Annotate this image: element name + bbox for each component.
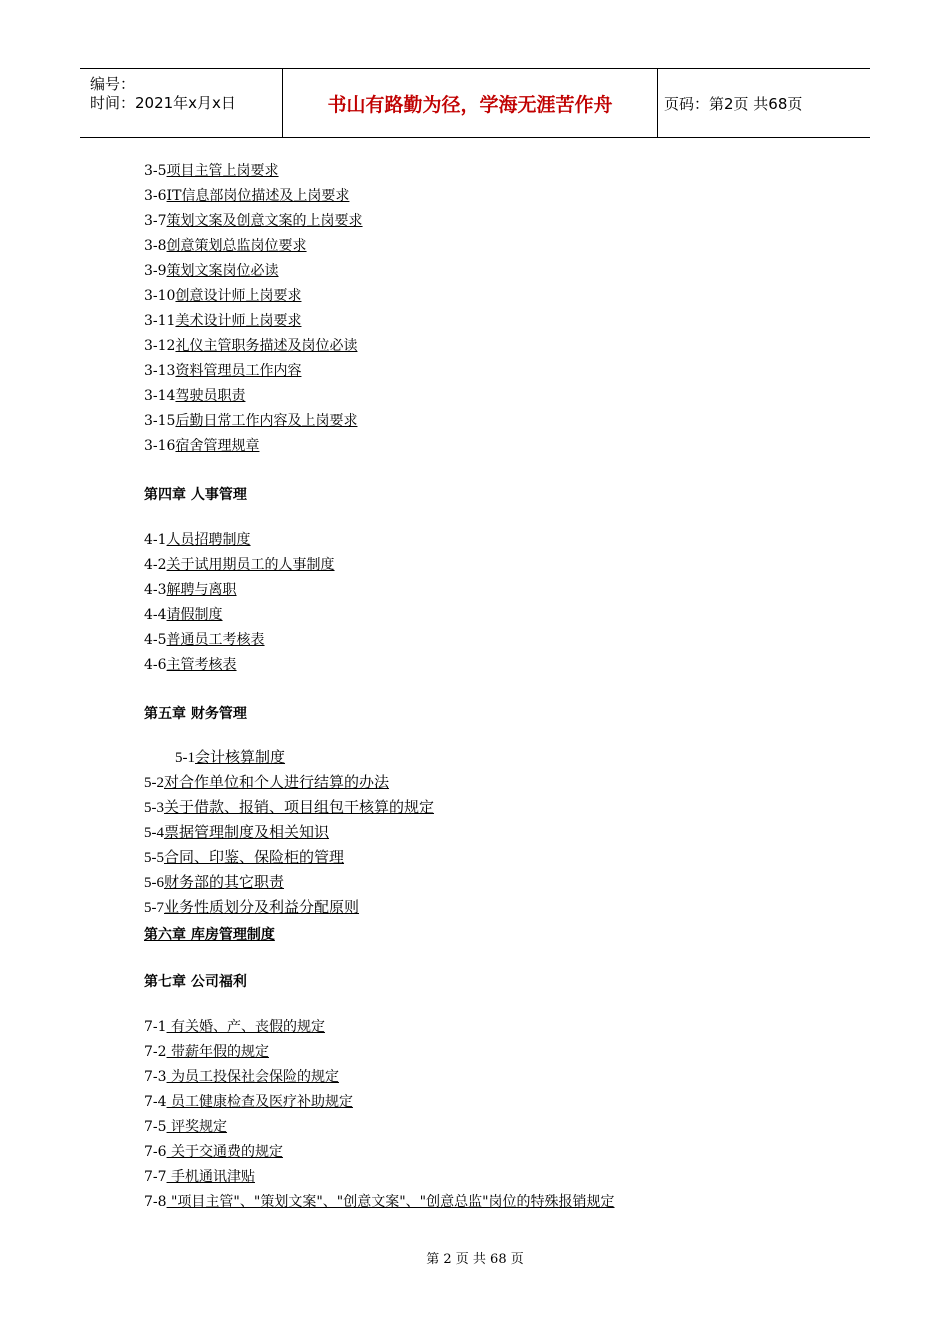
toc-item[interactable] (144, 655, 237, 675)
toc-item-link[interactable]: 普通员工考核表 (166, 632, 265, 648)
toc-item-link[interactable]: 请假制度 (166, 607, 223, 623)
toc-item[interactable] (144, 873, 284, 893)
chapter-heading: 第四章 人事管理 (144, 487, 247, 503)
toc-item-link[interactable]: 员工健康检查及医疗补助规定 (166, 1094, 353, 1110)
toc-item-number: 3-13 (144, 363, 176, 379)
toc-item[interactable] (144, 1017, 325, 1037)
toc-item-number: 7-3 (144, 1069, 167, 1085)
toc-item[interactable] (144, 1142, 283, 1162)
toc-item-link[interactable]: 有关婚、产、丧假的规定 (166, 1019, 325, 1035)
toc-item-number: 3-6 (144, 188, 167, 204)
toc-item[interactable] (144, 773, 389, 793)
toc-item-link[interactable]: 关于交通费的规定 (166, 1144, 283, 1160)
page-header (80, 68, 870, 138)
toc-item-link[interactable]: 项目主管上岗要求 (166, 163, 279, 179)
toc-item-number: 7-1 (144, 1019, 167, 1035)
toc-item[interactable] (144, 236, 307, 256)
toc-item[interactable] (175, 748, 285, 768)
toc-item-number: 4-4 (144, 607, 167, 623)
toc-item[interactable] (144, 1042, 269, 1062)
chapter-heading-link[interactable]: 第六章 库房管理制度 (144, 927, 275, 943)
chapter-heading: 第七章 公司福利 (144, 974, 247, 990)
toc-item[interactable] (144, 1092, 353, 1112)
toc-item-link[interactable]: 关于试用期员工的人事制度 (166, 557, 335, 573)
toc-item[interactable] (144, 630, 265, 650)
chapter-heading: 第五章 财务管理 (144, 706, 247, 722)
toc-item-link[interactable]: 创意策划总监岗位要求 (166, 238, 307, 254)
toc-item-link[interactable]: 宿舍管理规章 (175, 438, 260, 454)
toc-item[interactable] (144, 1192, 615, 1212)
toc-item[interactable] (144, 555, 335, 575)
toc-item-link[interactable]: 财务部的其它职责 (164, 875, 285, 891)
toc-item-number: 7-4 (144, 1094, 167, 1110)
toc-item-link[interactable]: 人员招聘制度 (166, 532, 251, 548)
toc-item[interactable] (144, 1167, 255, 1187)
toc-item[interactable] (144, 823, 329, 843)
toc-item-number: 7-2 (144, 1044, 167, 1060)
toc-item-number: 5-4 (144, 825, 164, 841)
toc-item[interactable] (144, 261, 279, 281)
toc-item-number: 7-7 (144, 1169, 167, 1185)
header-time-label: 时间：2021年x月x日 (90, 94, 236, 112)
toc-item-number: 7-5 (144, 1119, 167, 1135)
toc-item-number: 7-8 (144, 1194, 167, 1210)
toc-item-number: 5-2 (144, 775, 164, 791)
toc-item-link[interactable]: 解聘与离职 (166, 582, 237, 598)
toc-item-link[interactable]: 合同、印鉴、保险柜的管理 (164, 850, 345, 866)
toc-item-link[interactable]: 礼仪主管职务描述及岗位必读 (175, 338, 358, 354)
toc-item[interactable] (144, 336, 357, 356)
toc-item-link[interactable]: 带薪年假的规定 (166, 1044, 269, 1060)
toc-item-link[interactable]: 策划文案及创意文案的上岗要求 (166, 213, 363, 229)
toc-item[interactable] (144, 436, 259, 456)
toc-item-number: 4-2 (144, 557, 167, 573)
toc-item[interactable] (144, 605, 223, 625)
toc-item[interactable] (144, 848, 344, 868)
toc-item-link[interactable]: 票据管理制度及相关知识 (164, 825, 330, 841)
toc-item-number: 4-5 (144, 632, 167, 648)
toc-item-link[interactable]: 对合作单位和个人进行结算的办法 (164, 775, 390, 791)
toc-item-number: 3-15 (144, 413, 176, 429)
header-motto: 书山有路勤为径，学海无涯苦作舟 (283, 69, 658, 137)
toc-item[interactable] (144, 311, 301, 331)
toc-item-number: 5-6 (144, 875, 164, 891)
toc-item-number: 7-6 (144, 1144, 167, 1160)
toc-item-number: 5-5 (144, 850, 164, 866)
toc-item[interactable] (144, 411, 357, 431)
toc-item-number: 5-1 (175, 750, 195, 766)
toc-item-number: 3-9 (144, 263, 167, 279)
toc-item[interactable] (144, 386, 245, 406)
toc-item-number: 4-1 (144, 532, 167, 548)
toc-item[interactable] (144, 1067, 339, 1087)
toc-item[interactable] (144, 898, 359, 918)
toc-item-link[interactable]: 创意设计师上岗要求 (175, 288, 302, 304)
toc-item-number: 3-11 (144, 313, 176, 329)
toc-item[interactable] (144, 798, 434, 818)
toc-item-link[interactable]: 为员工投保社会保险的规定 (166, 1069, 339, 1085)
toc-item[interactable] (144, 530, 251, 550)
toc-item-link[interactable]: 驾驶员职责 (175, 388, 246, 404)
toc-item[interactable] (144, 161, 279, 181)
toc-item-link[interactable]: 策划文案岗位必读 (166, 263, 279, 279)
toc-item[interactable] (144, 286, 301, 306)
toc-item-number: 5-7 (144, 900, 164, 916)
toc-item[interactable] (144, 186, 349, 206)
toc-item-number: 3-10 (144, 288, 176, 304)
toc-item-link[interactable]: 美术设计师上岗要求 (175, 313, 302, 329)
toc-item-link[interactable]: 手机通讯津贴 (166, 1169, 255, 1185)
toc-item-link[interactable]: IT信息部岗位描述及上岗要求 (166, 188, 350, 204)
toc-item[interactable] (144, 211, 363, 231)
toc-item[interactable] (144, 1117, 227, 1137)
toc-item-link[interactable]: 评奖规定 (166, 1119, 227, 1135)
toc-item-number: 3-8 (144, 238, 167, 254)
toc-item[interactable] (144, 361, 301, 381)
toc-item[interactable] (144, 580, 237, 600)
toc-item-link[interactable]: 关于借款、报销、项目组包干核算的规定 (164, 800, 435, 816)
header-meta-cell (80, 69, 283, 137)
toc-item-number: 5-3 (144, 800, 164, 816)
toc-item-link[interactable]: 主管考核表 (166, 657, 237, 673)
toc-item-link[interactable]: 业务性质划分及利益分配原则 (164, 900, 360, 916)
page-footer: 第 2 页 共 68 页 (426, 1252, 524, 1267)
toc-item-link[interactable]: 资料管理员工作内容 (175, 363, 302, 379)
toc-item-number: 3-7 (144, 213, 167, 229)
toc-item-number: 4-6 (144, 657, 167, 673)
header-page-info: 页码：第2页 共68页 (664, 94, 803, 113)
toc-item-link[interactable]: 会计核算制度 (195, 750, 286, 766)
toc-item-number: 4-3 (144, 582, 167, 598)
toc-item-link[interactable]: "项目主管"、"策划文案"、"创意文案"、"创意总监"岗位的特殊报销规定 (166, 1194, 615, 1210)
toc-item-number: 3-14 (144, 388, 176, 404)
toc-item-number: 3-12 (144, 338, 176, 354)
header-number-label: 编号： (90, 75, 136, 93)
toc-item-link[interactable]: 后勤日常工作内容及上岗要求 (175, 413, 358, 429)
toc-item-number: 3-16 (144, 438, 176, 454)
toc-item-number: 3-5 (144, 163, 167, 179)
